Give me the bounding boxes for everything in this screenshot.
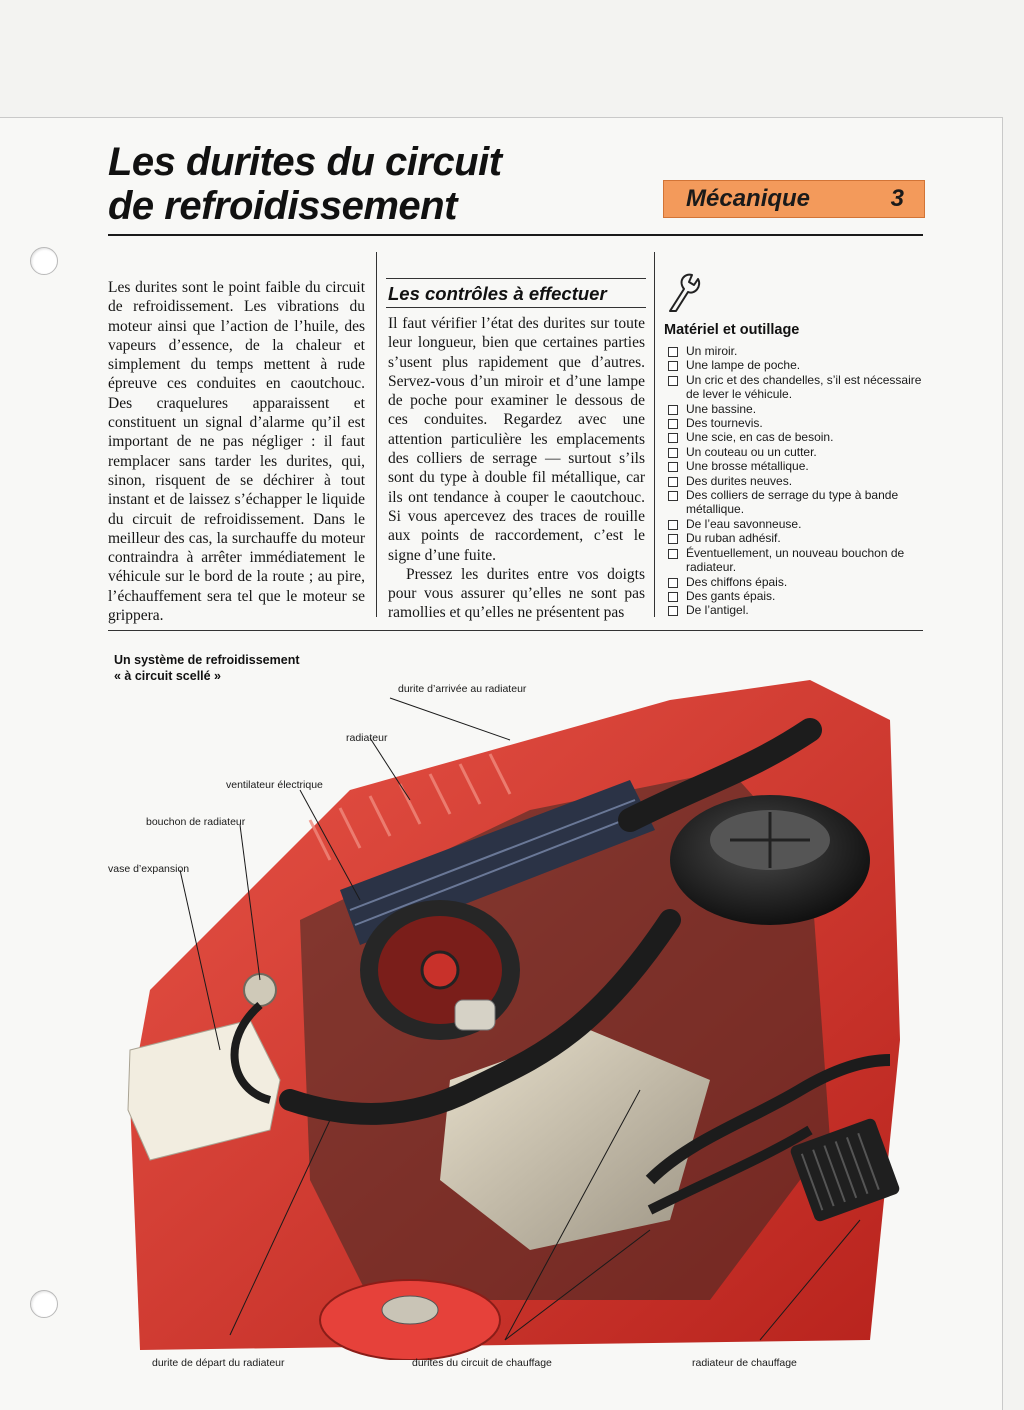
punch-hole bbox=[30, 247, 58, 275]
checkbox-icon bbox=[668, 491, 678, 501]
tool-item bbox=[664, 546, 926, 575]
tool-label: Un couteau ou un cutter. bbox=[686, 444, 817, 459]
column-rule bbox=[376, 252, 377, 617]
section-rule bbox=[108, 630, 923, 631]
section-badge bbox=[663, 180, 925, 218]
tool-item bbox=[664, 373, 926, 402]
tool-label: Une scie, en cas de besoin. bbox=[686, 430, 834, 445]
controles-text bbox=[388, 314, 645, 623]
label-durites-chauffage: durites du circuit de chauffage bbox=[412, 1357, 552, 1369]
checkbox-icon bbox=[668, 592, 678, 602]
tool-label: Des gants épais. bbox=[686, 588, 776, 603]
tool-item bbox=[664, 416, 926, 430]
tools-list bbox=[664, 344, 926, 618]
tool-label: De l’eau savonneuse. bbox=[686, 516, 802, 531]
label-durite-depart: durite de départ du radiateur bbox=[152, 1357, 285, 1369]
diagram-title bbox=[114, 652, 414, 684]
tool-item bbox=[664, 445, 926, 459]
tool-label: Une brosse métallique. bbox=[686, 459, 809, 474]
title-line-1: Les durites du circuit bbox=[108, 140, 502, 184]
tool-label: Des tournevis. bbox=[686, 416, 763, 431]
tool-item bbox=[664, 517, 926, 531]
tool-label: Du ruban adhésif. bbox=[686, 531, 781, 546]
intro-text: Les durites sont le point faible du circuit de refroidissement. Les vibrations du moteur ainsi que l’action de l’huile, des vapeurs d’essence, de la chaleur et simplement du temps mettent à rude épreuve ces conduites en caoutchouc. Des craquelures apparaissent et constituent un signal d’alarme qu’il est important de ne pas négliger : il faut remplacer sans tarder les durites, qui, sinon, risquent de se déchirer à tout instant et de laissez s’échapper le liquide du circuit de refroidissement. Dans le meilleur des cas, la surchauffe du moteur contraindra à arrêter immédiatement le véhicule sur le bord de la route ; au pire, l’échauffement sera tel que le moteur se grippera. bbox=[108, 279, 365, 625]
tool-item bbox=[664, 531, 926, 545]
engine-illustration bbox=[110, 660, 920, 1360]
badge-number: 3 bbox=[890, 185, 904, 212]
checkbox-icon bbox=[668, 376, 678, 386]
tool-label: Un miroir. bbox=[686, 344, 738, 358]
label-bouchon: bouchon de radiateur bbox=[146, 816, 246, 828]
tool-item bbox=[664, 488, 926, 517]
title-line-2: de refroidissement bbox=[108, 184, 457, 228]
fan-motor bbox=[455, 1000, 495, 1030]
tool-label: Une bassine. bbox=[686, 401, 757, 416]
checkbox-icon bbox=[668, 361, 678, 371]
page-title bbox=[108, 140, 502, 228]
tool-label: De l’antigel. bbox=[686, 603, 749, 618]
label-radiateur: radiateur bbox=[346, 732, 388, 744]
tool-label: Des colliers de serrage du type à bande métallique. bbox=[686, 488, 899, 517]
tool-item bbox=[664, 459, 926, 473]
wrench-icon bbox=[664, 271, 704, 315]
tool-label: Des chiffons épais. bbox=[686, 574, 788, 589]
badge-label: Mécanique bbox=[686, 185, 811, 212]
checkbox-icon bbox=[668, 405, 678, 415]
tool-item bbox=[664, 402, 926, 416]
label-durite-arrivee: durite d’arrivée au radiateur bbox=[398, 683, 527, 695]
checkbox-icon bbox=[668, 347, 678, 357]
controles-heading: Les contrôles à effectuer bbox=[386, 278, 646, 308]
tool-item bbox=[664, 358, 926, 372]
tool-label: Un cric et des chandelles, s’il est nécessaire de lever le véhicule. bbox=[686, 372, 922, 402]
tool-item bbox=[664, 575, 926, 589]
checkbox-icon bbox=[668, 462, 678, 472]
label-ventilateur: ventilateur électrique bbox=[226, 779, 323, 791]
tool-label: Éventuellement, un nouveau bouchon de radiateur. bbox=[686, 545, 905, 575]
checkbox-icon bbox=[668, 477, 678, 487]
tool-item bbox=[664, 344, 926, 358]
checkbox-icon bbox=[668, 578, 678, 588]
tool-label: Une lampe de poche. bbox=[686, 358, 801, 373]
checkbox-icon bbox=[668, 534, 678, 544]
label-radiateur-chauffage: radiateur de chauffage bbox=[692, 1357, 797, 1369]
punch-hole bbox=[30, 1290, 58, 1318]
column-rule bbox=[654, 252, 655, 617]
title-rule bbox=[108, 234, 923, 236]
checkbox-icon bbox=[668, 419, 678, 429]
checkbox-icon bbox=[668, 549, 678, 559]
checkbox-icon bbox=[668, 606, 678, 616]
tool-item bbox=[664, 430, 926, 444]
tool-item bbox=[664, 603, 926, 617]
controles-para-2: Pressez les durites entre vos doigts pour vous assurer qu’elles ne sont pas ramollies et qu’elles ne présentent pas bbox=[388, 565, 645, 622]
tools-heading: Matériel et outillage bbox=[664, 322, 800, 338]
checkbox-icon bbox=[668, 433, 678, 443]
checkbox-icon bbox=[668, 520, 678, 530]
tool-item bbox=[664, 474, 926, 488]
label-vase: vase d’expansion bbox=[108, 863, 190, 875]
controles-para-1: Il faut vérifier l’état des durites sur toute leur longueur, bien que certaines parties s’usent plus rapidement que d’autres. Servez-vous d’un miroir et d’une lampe de poche pour examiner le dessous de ces conduites. Regardez avec une attention particulière les emplacements des colliers de serrage — surtout s’ils sont du type à double fil métallique, car ils ont tendance à couper le caoutchouc. Si vous apercevez des traces de rouille aux points de raccordement, c’est le signe d’une fuite. bbox=[388, 315, 645, 564]
tool-label: Des durites neuves. bbox=[686, 473, 793, 488]
diagram-title-line-2: « à circuit scellé » bbox=[114, 669, 222, 683]
tool-item bbox=[664, 589, 926, 603]
diagram-title-line-1: Un système de refroidissement bbox=[114, 653, 300, 667]
checkbox-icon bbox=[668, 448, 678, 458]
